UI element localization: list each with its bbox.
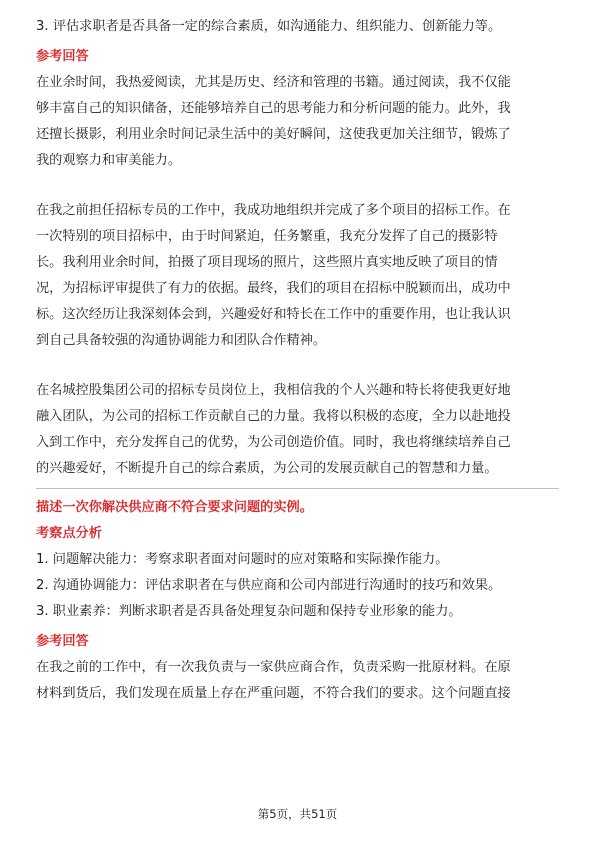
text-line: 在名城控股集团公司的招标专员岗位上，我相信我的个人兴趣和特长将使我更好地 [36, 383, 511, 398]
analysis-heading: 考察点分析 [36, 526, 102, 541]
text-line: 入到工作中，充分发挥自己的优势，为公司创造价值。同时，我也将继续培养自己 [36, 435, 511, 450]
text-line: 材料到货后，我们发现在质量上存在严重问题，不符合我们的要求。这个问题直接 [36, 686, 511, 701]
answer-paragraph-3 [36, 378, 559, 482]
analysis-item: 1. 问题解决能力：考察求职者面对问题时的应对策略和实际操作能力。 [36, 552, 449, 567]
text-line: 况，为招标评审提供了有力的依据。最终，我们的项目在招标中脱颖而出，成功中 [36, 281, 511, 296]
text-line: 标。这次经历让我深刻体会到，兴趣爱好和特长在工作中的重要作用，也让我认识 [36, 307, 511, 322]
analysis-list [36, 547, 559, 625]
reference-answer-heading: 参考回答 [36, 49, 89, 64]
text-line: 够丰富自己的知识储备，还能够培养自己的思考能力和分析问题的能力。此外，我 [36, 101, 511, 116]
criteria-item-3: 3. 评估求职者是否具备一定的综合素质，如沟通能力、组织能力、创新能力等。 [36, 19, 502, 34]
text-line: 在我之前的工作中，有一次我负责与一家供应商合作，负责采购一批原材料。在原 [36, 660, 511, 675]
page-content [36, 14, 559, 707]
text-line: 还擅长摄影，利用业余时间记录生活中的美好瞬间，这使我更加关注细节，锻炼了 [36, 127, 511, 142]
analysis-item: 3. 职业素养：判断求职者是否具备处理复杂问题和保持专业形象的能力。 [36, 604, 462, 619]
text-line: 到自己具备较强的沟通协调能力和团队合作精神。 [36, 333, 327, 348]
text-line: 在业余时间，我热爱阅读，尤其是历史、经济和管理的书籍。通过阅读，我不仅能 [36, 75, 511, 90]
text-line: 在我之前担任招标专员的工作中，我成功地组织并完成了多个项目的招标工作。在 [36, 203, 511, 218]
text-line: 的兴趣爱好，不断提升自己的综合素质，为公司的发展贡献自己的智慧和力量。 [36, 461, 498, 476]
answer-paragraph-1 [36, 70, 559, 174]
section-divider [36, 488, 559, 489]
answer-paragraph [36, 655, 559, 707]
answer-paragraph-2 [36, 198, 559, 354]
page-number: 第5页，共51页 [257, 807, 338, 821]
reference-answer-heading: 参考回答 [36, 634, 89, 649]
text-line: 融入团队，为公司的招标工作贡献自己的力量。我将以积极的态度，全力以赴地投 [36, 409, 511, 424]
analysis-item: 2. 沟通协调能力：评估求职者在与供应商和公司内部进行沟通时的技巧和效果。 [36, 578, 502, 593]
text-line: 我的观察力和审美能力。 [36, 153, 182, 168]
text-line: 一次特别的项目招标中，由于时间紧迫，任务繁重，我充分发挥了自己的摄影特 [36, 229, 498, 244]
text-line: 长。我利用业余时间，拍摄了项目现场的照片，这些照片真实地反映了项目的情 [36, 255, 498, 270]
question-title: 描述一次你解决供应商不符合要求问题的实例。 [36, 500, 313, 515]
